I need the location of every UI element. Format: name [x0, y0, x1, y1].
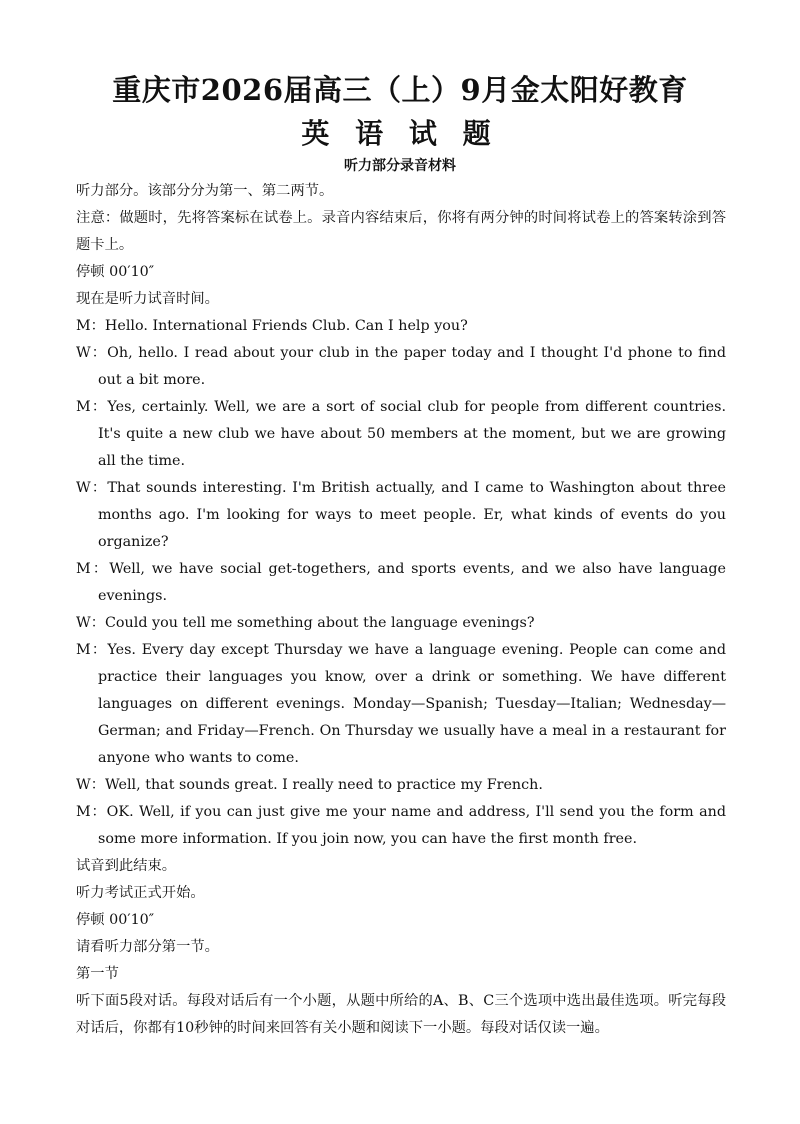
paragraph: 请看听力部分第一节。: [76, 939, 219, 955]
dialogue-line: W：Well, that sounds great. I really need to practice my French.: [76, 777, 543, 793]
document-title: 重庆市2026届高三（上）9月金太阳好教育: [112, 73, 688, 107]
section-heading: 第一节: [76, 966, 119, 982]
dialogue-line: W：That sounds interesting. I'm British actually, and I came to Washington about three months ago. I'm looking for ways to meet people. Er, what kinds of events do you organize?: [76, 480, 726, 550]
paragraph: 听力部分。该部分分为第一、第二两节。: [76, 183, 334, 199]
dialogue-line: W：Oh, hello. I read about your club in the paper today and I thought I'd phone to find out a bit more.: [76, 345, 726, 388]
transcript-body: [76, 178, 726, 1042]
paragraph: 听下面5段对话。每段对话后有一个小题，从题中所给的A、B、C三个选项中选出最佳选项。听完每段对话后，你都有10秒钟的时间来回答有关小题和阅读下一小题。每段对话仅读一遍。: [76, 993, 726, 1036]
paragraph: 停顿 00′10″: [76, 264, 155, 280]
dialogue-line: M：Yes. Every day except Thursday we have a language evening. People can come and practice their languages you know, over a drink or something. We have different languages on different evenings. Monday—Spanish; Tuesday—Italian; Wednesday—German; and Friday—French. On Thursday we usually have a meal in a restaurant for anyone who wants to come.: [76, 642, 726, 766]
dialogue-line: M：Yes, certainly. Well, we are a sort of social club for people from different countries. It's quite a new club we have about 50 members at the moment, but we are growing all the time.: [76, 399, 726, 469]
paragraph: 听力考试正式开始。: [76, 885, 205, 901]
dialogue-line: W：Could you tell me something about the language evenings?: [76, 615, 535, 631]
dialogue-line: M：OK. Well, if you can just give me your name and address, I'll send you the form and some more information. If you join now, you can have the first month free.: [76, 804, 726, 847]
paragraph: 停顿 00′10″: [76, 912, 155, 928]
paragraph: 注意：做题时，先将答案标在试卷上。录音内容结束后，你将有两分钟的时间将试卷上的答案转涂到答题卡上。: [76, 210, 726, 253]
paragraph: 现在是听力试音时间。: [76, 291, 219, 307]
section-label: 听力部分录音材料: [344, 158, 456, 174]
dialogue-line: M：Hello. International Friends Club. Can I help you?: [76, 318, 468, 334]
document-subtitle: 英 语 试 题: [301, 117, 499, 150]
paragraph: 试音到此结束。: [76, 858, 177, 874]
dialogue-line: M：Well, we have social get-togethers, and sports events, and we also have language evenings.: [76, 561, 726, 604]
